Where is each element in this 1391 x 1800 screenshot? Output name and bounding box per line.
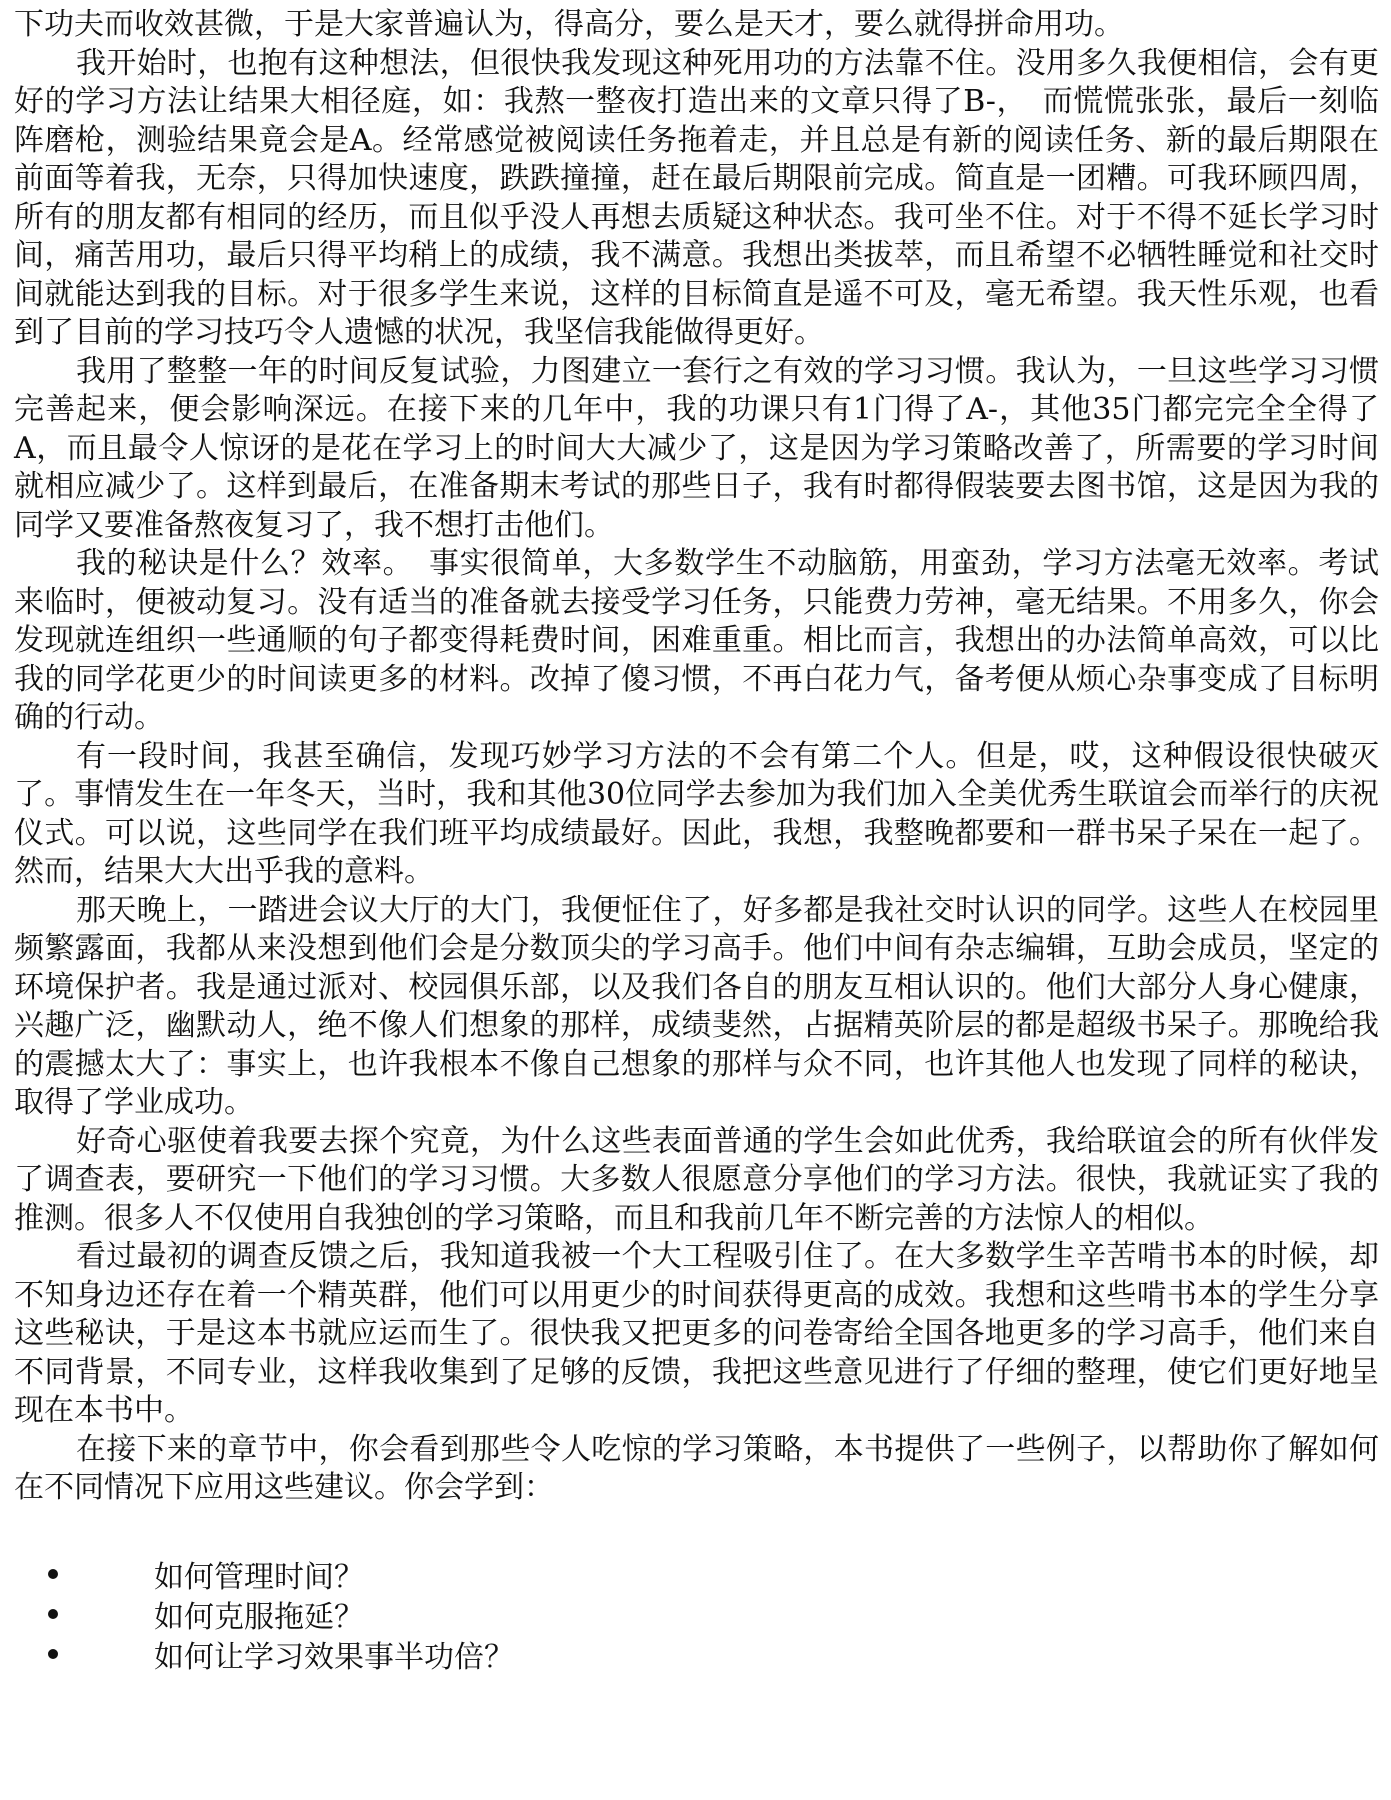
list-item-text: 如何克服拖延？	[154, 1599, 364, 1635]
bullet-dot-icon	[48, 1569, 58, 1579]
paragraph: 我开始时，也抱有这种想法，但很快我发现这种死用功的方法靠不住。没用多久我便相信，会有更好的学习方法让结果大相径庭，如：我熬一整夜打造出来的文章只得了B-， 而慌慌张张，最后一刻临阵磨枪，测验结果竟会是A。经常感觉被阅读任务拖着走，并且总是有新的阅读任务、新的最后期限在前面等着我，无奈，只得加快速度，跌跌撞撞，赶在最后期限前完成。简直是一团糟。可我环顾四周，所有的朋友都有相同的经历，而且似乎没人再想去质疑这种状态。我可坐不住。对于不得不延长学习时间，痛苦用功，最后只得平均稍上的成绩，我不满意。我想出类拔萃，而且希望不必牺牲睡觉和社交时间就能达到我的目标。对于很多学生来说，这样的目标简直是遥不可及，毫无希望。我天性乐观，也看到了目前的学习技巧令人遗憾的状况，我坚信我能做得更好。	[14, 45, 1379, 350]
list-item-text: 如何让学习效果事半功倍？	[154, 1639, 514, 1675]
spacer	[14, 1508, 1379, 1554]
paragraph: 那天晚上，一踏进会议大厅的大门，我便怔住了，好多都是我社交时认识的同学。这些人在校园里频繁露面，我都从来没想到他们会是分数顶尖的学习高手。他们中间有杂志编辑，互助会成员，坚定的环境保护者。我是通过派对、校园俱乐部，以及我们各自的朋友互相认识的。他们大部分人身心健康，兴趣广泛，幽默动人，绝不像人们想象的那样，成绩斐然，占据精英阶层的都是超级书呆子。那晚给我的震撼太大了：事实上，也许我根本不像自己想象的那样与众不同，也许其他人也发现了同样的秘诀，取得了学业成功。	[14, 892, 1379, 1120]
list-item	[14, 1594, 1379, 1634]
list-item-text: 如何管理时间？	[154, 1559, 364, 1595]
bullet-dot-icon	[48, 1609, 58, 1619]
paragraph: 好奇心驱使着我要去探个究竟，为什么这些表面普通的学生会如此优秀，我给联谊会的所有伙伴发了调查表，要研究一下他们的学习习惯。大多数人很愿意分享他们的学习方法。很快，我就证实了我的推测。很多人不仅使用自我独创的学习策略，而且和我前几年不断完善的方法惊人的相似。	[14, 1123, 1379, 1236]
list-item	[14, 1554, 1379, 1594]
paragraph: 我用了整整一年的时间反复试验，力图建立一套行之有效的学习习惯。我认为，一旦这些学习习惯完善起来，便会影响深远。在接下来的几年中，我的功课只有1门得了A-，其他35门都完完全全得了A，而且最令人惊讶的是花在学习上的时间大大减少了，这是因为学习策略改善了，所需要的学习时间就相应减少了。这样到最后，在准备期末考试的那些日子，我有时都得假装要去图书馆，这是因为我的同学又要准备熬夜复习了，我不想打击他们。	[14, 353, 1379, 543]
bullet-list	[14, 1554, 1379, 1674]
paragraph-continued: 下功夫而收效甚微，于是大家普遍认为，得高分，要么是天才，要么就得拼命用功。	[14, 7, 1124, 42]
paragraph: 看过最初的调查反馈之后，我知道我被一个大工程吸引住了。在大多数学生辛苦啃书本的时候，却不知身边还存在着一个精英群，他们可以用更少的时间获得更高的成效。我想和这些啃书本的学生分享这些秘诀，于是这本书就应运而生了。很快我又把更多的问卷寄给全国各地更多的学习高手，他们来自不同背景，不同专业，这样我收集到了足够的反馈，我把这些意见进行了仔细的整理，使它们更好地呈现在本书中。	[14, 1239, 1379, 1428]
paragraph: 有一段时间，我甚至确信，发现巧妙学习方法的不会有第二个人。但是，哎，这种假设很快破灭了。事情发生在一年冬天，当时，我和其他30位同学去参加为我们加入全美优秀生联谊会而举行的庆祝仪式。可以说，这些同学在我们班平均成绩最好。因此，我想，我整晚都要和一群书呆子呆在一起了。然而，结果大大出乎我的意料。	[14, 738, 1379, 889]
paragraph: 在接下来的章节中，你会看到那些令人吃惊的学习策略，本书提供了一些例子，以帮助你了解如何在不同情况下应用这些建议。你会学到：	[14, 1431, 1379, 1505]
bullet-dot-icon	[48, 1649, 58, 1659]
list-item	[14, 1634, 1379, 1674]
paragraph: 我的秘诀是什么？效率。 事实很简单，大多数学生不动脑筋，用蛮劲，学习方法毫无效率。考试来临时，便被动复习。没有适当的准备就去接受学习任务，只能费力劳神，毫无结果。不用多久，你会发现就连组织一些通顺的句子都变得耗费时间，困难重重。相比而言，我想出的办法简单高效，可以比我的同学花更少的时间读更多的材料。改掉了傻习惯，不再白花力气，备考便从烦心杂事变成了目标明确的行动。	[14, 546, 1379, 735]
